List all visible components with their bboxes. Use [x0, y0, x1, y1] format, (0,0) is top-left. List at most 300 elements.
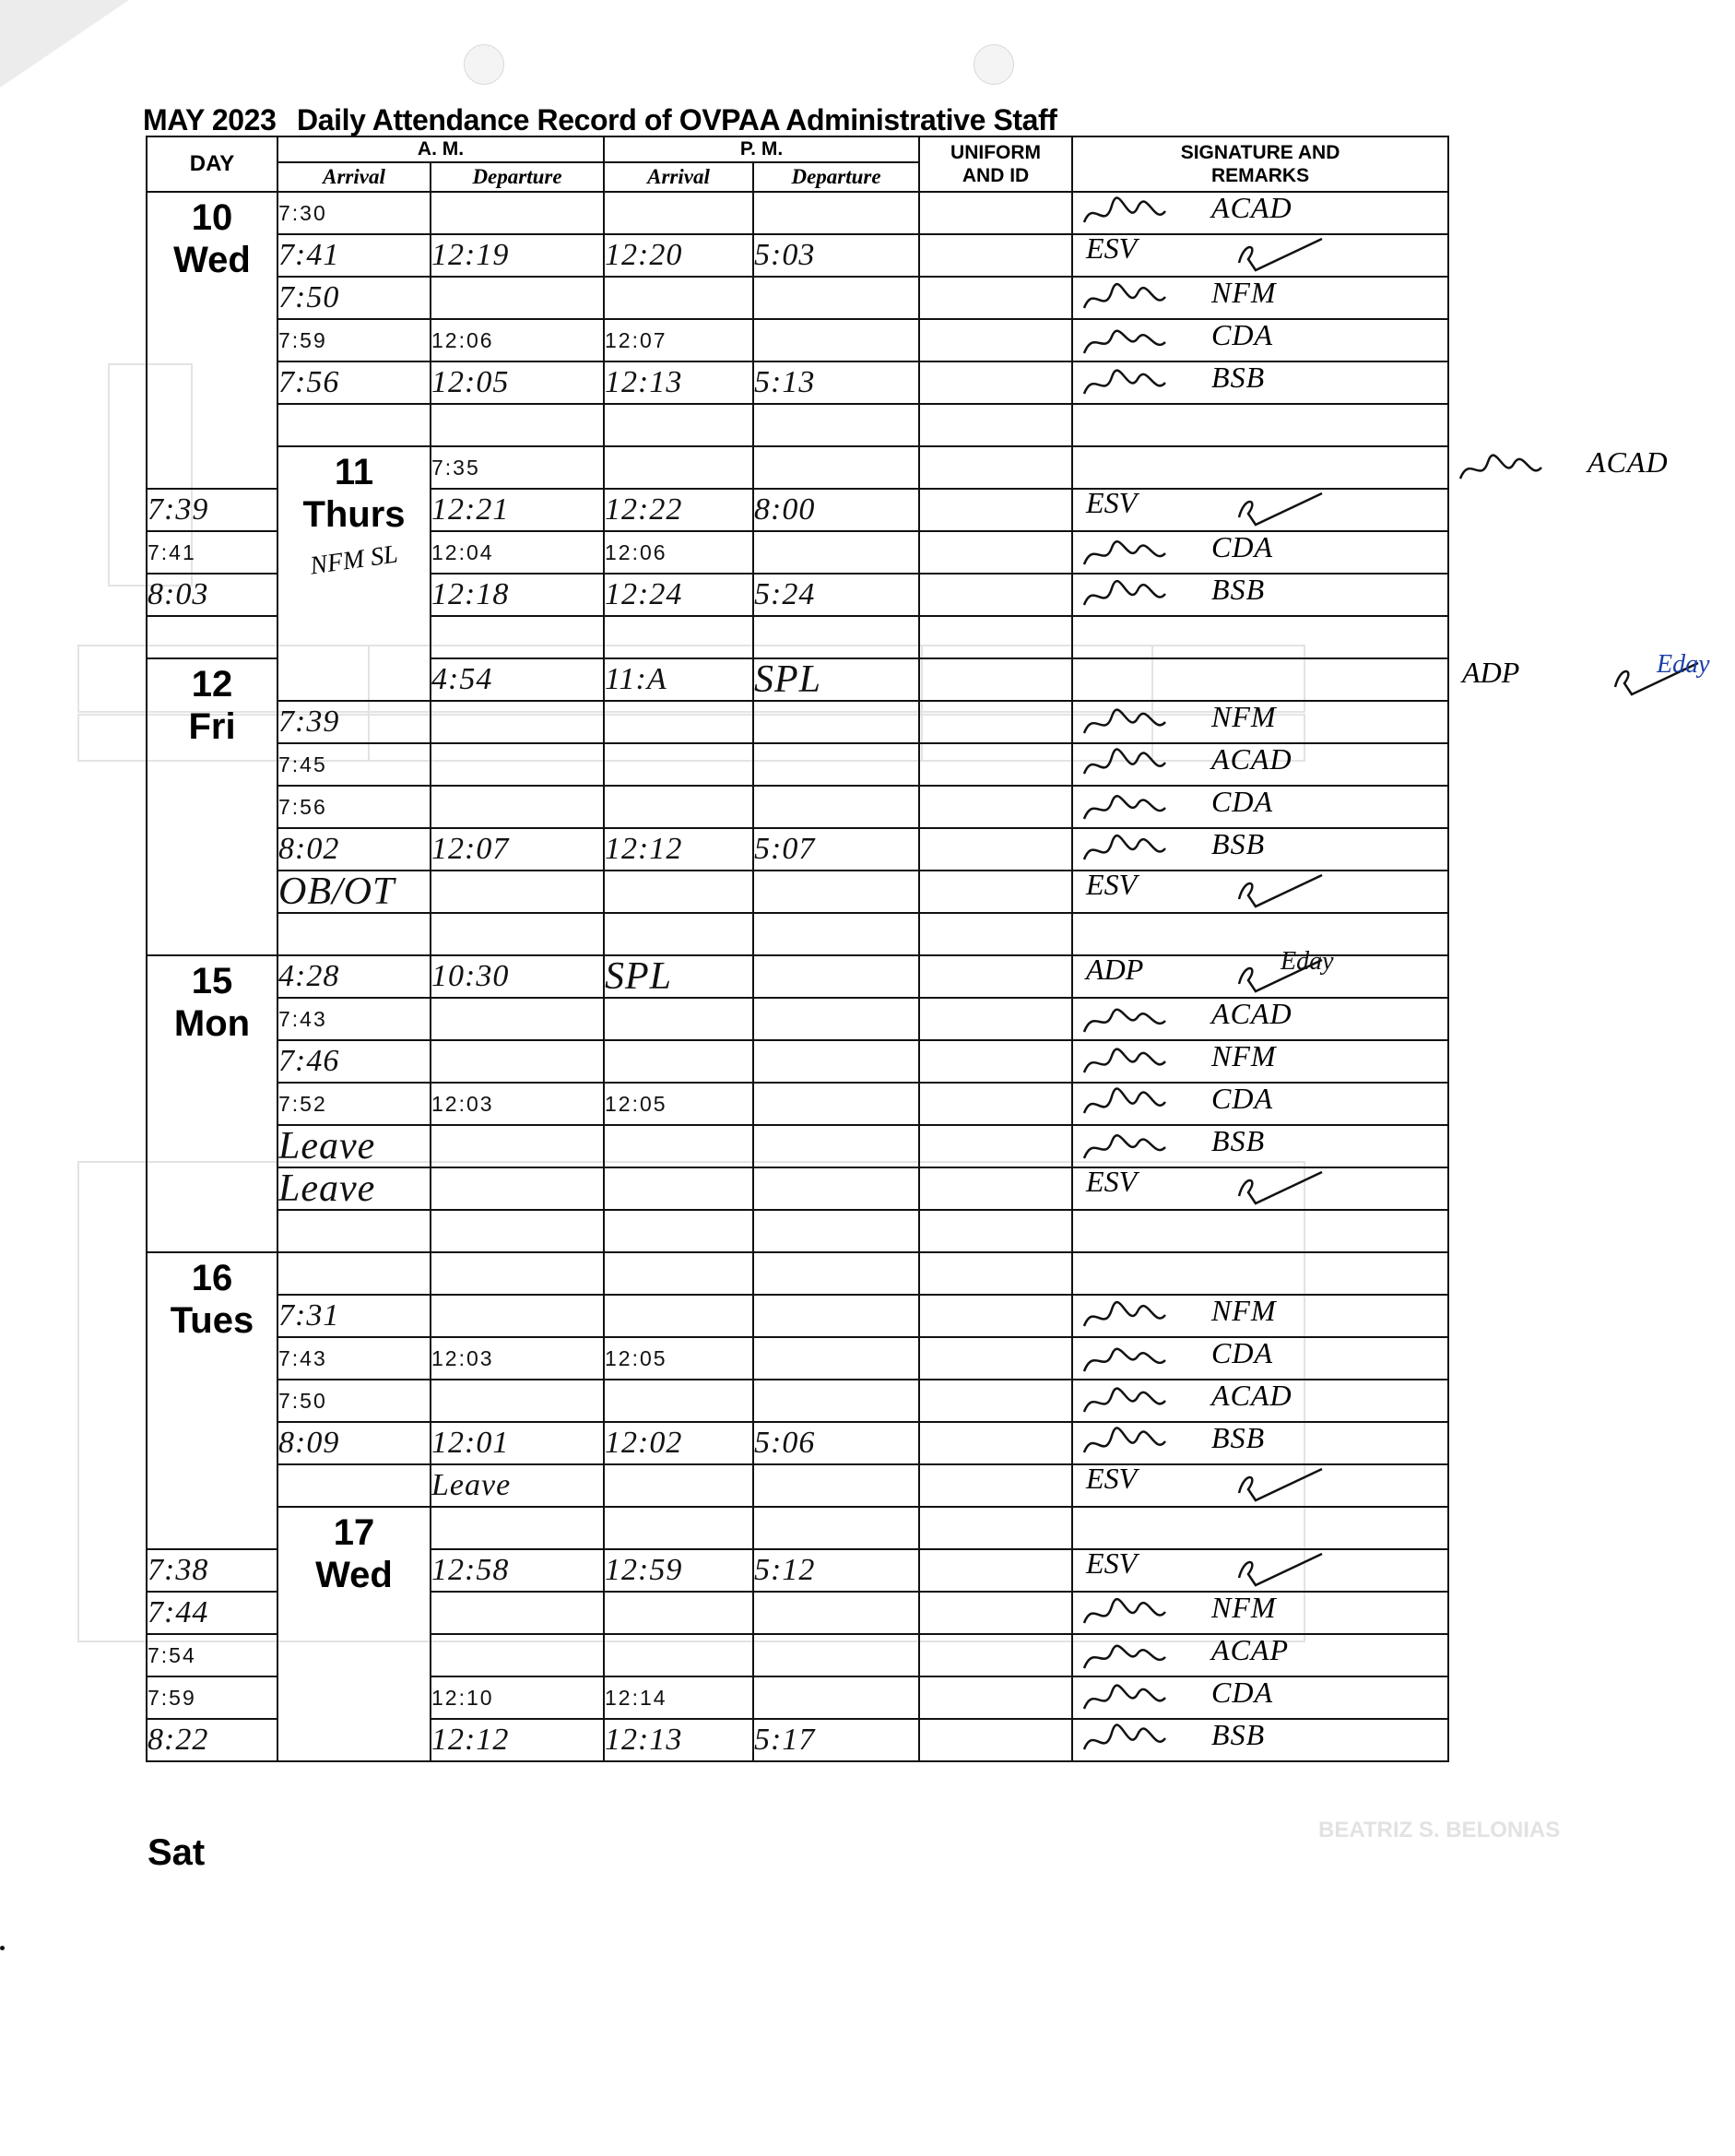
- signature-cell: [1072, 998, 1448, 1040]
- uniform-id-cell: [919, 1676, 1072, 1719]
- signature-entry: [1073, 278, 1447, 318]
- office-code: NFM: [1211, 1591, 1277, 1624]
- uniform-id-cell: [1072, 446, 1448, 489]
- pm-arrival-cell: [604, 1422, 753, 1464]
- empty-cell: [604, 404, 753, 446]
- am-departure-cell: [431, 1167, 604, 1210]
- signature-entry: [1073, 362, 1447, 403]
- am-arrival-time: 7:50: [278, 1389, 327, 1413]
- am-departure-cell: [431, 319, 604, 361]
- handwritten-signature: [1211, 235, 1359, 276]
- pm-departure-cell: [919, 658, 1072, 701]
- am-arrival-time: 8:02: [278, 832, 340, 866]
- pm-departure-cell: [753, 319, 919, 361]
- signature-cell: [1072, 1719, 1448, 1761]
- am-arrival-cell: [277, 1083, 431, 1125]
- office-code: NFM: [1211, 1039, 1277, 1072]
- am-departure-cell: [431, 1634, 604, 1676]
- handwritten-signature: [1080, 1425, 1210, 1465]
- signature-cell: [1072, 1167, 1448, 1210]
- uniform-id-cell: [919, 531, 1072, 574]
- am-arrival-cell: [277, 1167, 431, 1210]
- pm-departure-cell: [753, 192, 919, 234]
- attendance-row: [147, 1337, 1448, 1380]
- pm-arrival-time: 12:59: [605, 1553, 683, 1587]
- pm-departure-cell: [753, 1676, 919, 1719]
- handwritten-signature: [1080, 831, 1210, 871]
- signature-cell: [1072, 1040, 1448, 1083]
- am-arrival-time: 8:03: [148, 577, 209, 611]
- office-code: CDA: [1211, 1676, 1274, 1709]
- uniform-id-cell: [919, 1464, 1072, 1507]
- staff-initials: ESV: [1086, 1546, 1138, 1580]
- pm-departure-cell: [753, 531, 919, 574]
- handwritten-signature: [1211, 871, 1359, 912]
- folded-corner: [0, 0, 129, 88]
- pm-arrival-cell: [604, 319, 753, 361]
- uniform-id-cell: [919, 1719, 1072, 1761]
- am-departure-time: 12:19: [431, 238, 510, 272]
- am-arrival-cell: [147, 1634, 277, 1676]
- am-departure-cell: [431, 1719, 604, 1761]
- header-am-departure: Departure: [431, 162, 604, 192]
- signature-entry: [1073, 1462, 1447, 1506]
- am-departure-cell: [431, 701, 604, 743]
- pm-arrival-cell: [604, 955, 753, 998]
- pm-arrival-cell: [604, 1592, 753, 1634]
- am-departure-cell: [431, 234, 604, 277]
- header-signature-line1: SIGNATURE AND: [1180, 142, 1340, 163]
- signature-entry: [1073, 1593, 1447, 1633]
- staff-initials: ESV: [1086, 1165, 1138, 1198]
- empty-cell: [919, 404, 1072, 446]
- am-arrival-time: 7:38: [148, 1553, 209, 1587]
- am-arrival-cell: [277, 828, 431, 871]
- pm-departure-cell: [753, 1295, 919, 1337]
- pm-departure-cell: [919, 446, 1072, 489]
- empty-cell: [431, 404, 604, 446]
- empty-cell: [431, 1252, 604, 1295]
- remark-annotation: Eday: [1281, 947, 1334, 976]
- am-arrival-cell: [147, 1549, 277, 1592]
- staff-initials: ESV: [1086, 486, 1138, 519]
- office-code: ACAD: [1211, 997, 1292, 1030]
- am-arrival-cell: [147, 1592, 277, 1634]
- pm-departure-time: 5:17: [754, 1723, 816, 1757]
- am-departure-cell: [431, 1040, 604, 1083]
- signature-cell: [1072, 192, 1448, 234]
- am-arrival-cell: [147, 1676, 277, 1719]
- handwritten-signature: [1080, 746, 1210, 787]
- attendance-row: [147, 701, 1448, 743]
- handwritten-signature: [1080, 576, 1210, 617]
- pm-departure-cell: [753, 1380, 919, 1422]
- header-pm-arrival: Arrival: [604, 162, 753, 192]
- signature-cell: [1072, 1337, 1448, 1380]
- pm-arrival-cell: [604, 1295, 753, 1337]
- am-arrival-cell: [147, 489, 277, 531]
- pm-arrival-cell: [753, 446, 919, 489]
- handwritten-signature: [1457, 449, 1586, 490]
- uniform-id-cell: [919, 1167, 1072, 1210]
- uniform-id-cell: [1072, 658, 1448, 701]
- pm-departure-cell: [753, 1167, 919, 1210]
- uniform-id-cell: [919, 234, 1072, 277]
- title-text: Daily Attendance Record of OVPAA Administrative Staff: [296, 103, 1057, 136]
- am-departure-time: 12:07: [431, 832, 510, 866]
- signature-entry: [1073, 1546, 1447, 1591]
- am-arrival-time: 7:39: [148, 492, 209, 527]
- day-name: Mon: [173, 1003, 251, 1044]
- signature-cell: [1072, 1125, 1448, 1167]
- am-arrival-cell: [277, 1422, 431, 1464]
- am-arrival-cell: [277, 1125, 431, 1167]
- signature-cell: [1072, 868, 1448, 913]
- am-departure-time: 12:10: [431, 1686, 494, 1710]
- empty-cell: [604, 1507, 753, 1549]
- empty-cell: [919, 1210, 1072, 1252]
- empty-cell: [604, 913, 753, 955]
- pm-arrival-cell: [604, 786, 753, 828]
- attendance-row: [147, 1380, 1448, 1422]
- signature-entry: [1073, 787, 1447, 827]
- empty-cell: [753, 1210, 919, 1252]
- uniform-id-cell: [919, 1422, 1072, 1464]
- signature-entry: [1073, 999, 1447, 1039]
- am-departure-time: 11:A: [605, 662, 667, 696]
- handwritten-signature: [1080, 1340, 1210, 1380]
- pm-arrival-cell: [604, 871, 753, 913]
- office-code: NFM: [1211, 700, 1277, 733]
- am-arrival-cell: [147, 531, 277, 574]
- office-code: NFM: [1211, 276, 1277, 309]
- am-departure-time: 12:21: [431, 492, 510, 527]
- signature-cell: [1072, 361, 1448, 404]
- attendance-row: [147, 192, 1448, 234]
- handwritten-signature: [1080, 1043, 1210, 1084]
- uniform-id-cell: [919, 701, 1072, 743]
- header-uniform-line2: AND ID: [962, 165, 1030, 186]
- pm-arrival-cell: [604, 701, 753, 743]
- am-departure-cell: [431, 1337, 604, 1380]
- signature-entry: [1073, 1423, 1447, 1463]
- attendance-row: [147, 1295, 1448, 1337]
- pm-arrival-cell: [604, 1125, 753, 1167]
- signature-entry: [1073, 1720, 1447, 1760]
- pm-arrival-time: SPL: [754, 658, 822, 701]
- pm-arrival-cell: [604, 1337, 753, 1380]
- am-arrival-cell: [431, 446, 604, 489]
- pm-departure-cell: [753, 277, 919, 319]
- empty-cell: [753, 913, 919, 955]
- am-departure-cell: [431, 828, 604, 871]
- office-code: BSB: [1211, 827, 1266, 860]
- signature-entry: [1073, 1084, 1447, 1124]
- am-departure-time: 12:18: [431, 577, 510, 611]
- day-number: 12: [191, 664, 233, 705]
- pm-departure-cell: [753, 828, 919, 871]
- am-arrival-cell: [147, 1719, 277, 1761]
- pm-arrival-time: 12:14: [605, 1686, 667, 1710]
- signature-entry: [1073, 947, 1447, 997]
- handwritten-signature: [1080, 279, 1210, 320]
- pm-arrival-time: 12:02: [605, 1426, 683, 1460]
- uniform-id-cell: [919, 998, 1072, 1040]
- signature-entry: [1073, 1380, 1447, 1421]
- uniform-id-cell: [919, 1380, 1072, 1422]
- attendance-row: [147, 913, 1448, 955]
- pm-departure-cell: [753, 1719, 919, 1761]
- am-arrival-cell: [277, 319, 431, 361]
- office-code: BSB: [1211, 1718, 1266, 1751]
- page-title: [143, 103, 1231, 137]
- handwritten-signature: [1080, 322, 1210, 362]
- pm-departure-cell: [753, 574, 919, 616]
- pm-departure-cell: [753, 998, 919, 1040]
- am-departure-cell: [431, 1549, 604, 1592]
- am-arrival-time: 7:45: [278, 752, 327, 776]
- uniform-id-cell: [919, 1549, 1072, 1592]
- signature-cell: [1072, 1546, 1448, 1592]
- am-departure-cell: [431, 955, 604, 998]
- day-cell: [277, 446, 431, 701]
- handwritten-signature: [1080, 1382, 1210, 1423]
- pm-departure-cell: [753, 361, 919, 404]
- signature-entry: [1073, 829, 1447, 870]
- pm-arrival-cell: [604, 1040, 753, 1083]
- uniform-id-cell: [919, 828, 1072, 871]
- am-arrival-time: 7:52: [278, 1092, 327, 1116]
- pm-departure-cell: [753, 1634, 919, 1676]
- am-arrival-cell: [277, 955, 431, 998]
- attendance-body: [147, 191, 1710, 1761]
- day-number: 10: [191, 197, 233, 238]
- am-departure-cell: [604, 658, 753, 701]
- signature-entry: [1073, 231, 1447, 276]
- pm-departure-time: 5:07: [754, 832, 816, 866]
- am-arrival-time: Leave: [278, 1167, 376, 1210]
- pm-arrival-cell: [604, 531, 753, 574]
- handwritten-signature: [1080, 195, 1210, 235]
- office-code: ACAD: [1587, 445, 1669, 479]
- empty-cell: [431, 1507, 604, 1549]
- pm-arrival-time: 12:24: [605, 577, 683, 611]
- am-departure-cell: [431, 1380, 604, 1422]
- day-cell: [147, 955, 277, 1252]
- attendance-row: [147, 1507, 1448, 1549]
- empty-cell: [431, 616, 604, 658]
- attendance-table: [146, 136, 1710, 1762]
- pm-arrival-time: 12:22: [605, 492, 683, 527]
- am-departure-cell: [431, 1083, 604, 1125]
- pm-arrival-cell: [604, 828, 753, 871]
- attendance-row: [147, 1040, 1448, 1083]
- pm-arrival-cell: [604, 234, 753, 277]
- am-arrival-time: 7:56: [278, 365, 340, 399]
- handwritten-signature: [1080, 1128, 1210, 1168]
- am-arrival-time: 7:30: [278, 201, 327, 225]
- office-code: CDA: [1211, 785, 1274, 818]
- signature-entry: [1073, 1677, 1447, 1718]
- signature-cell: [1072, 486, 1448, 531]
- signature-entry: [1073, 532, 1447, 573]
- pm-arrival-cell: [604, 277, 753, 319]
- am-departure-time: 12:01: [431, 1426, 510, 1460]
- signature-entry: [1073, 486, 1447, 530]
- signature-cell: [1072, 1380, 1448, 1422]
- empty-cell: [753, 1252, 919, 1295]
- signature-cell: [1072, 531, 1448, 574]
- am-arrival-time: 7:56: [278, 795, 327, 819]
- office-code: BSB: [1211, 573, 1266, 606]
- am-arrival-cell: [147, 574, 277, 616]
- pm-arrival-cell: [604, 998, 753, 1040]
- handwritten-signature: [1080, 1722, 1210, 1762]
- empty-cell: [919, 913, 1072, 955]
- pm-departure-cell: [753, 1549, 919, 1592]
- uniform-id-cell: [919, 277, 1072, 319]
- staff-initials: ESV: [1086, 868, 1138, 901]
- signature-entry: [1073, 575, 1447, 615]
- am-arrival-cell: [277, 192, 431, 234]
- pm-departure-cell: [753, 743, 919, 786]
- attendance-row: [147, 786, 1448, 828]
- signature-entry: [1073, 320, 1447, 361]
- attendance-row: [147, 871, 1448, 913]
- handwritten-signature: [1080, 364, 1210, 405]
- staff-initials: ADP: [1462, 656, 1520, 689]
- empty-cell: [919, 1507, 1072, 1549]
- am-arrival-time: 7:59: [148, 1686, 196, 1710]
- am-arrival-cell: [277, 361, 431, 404]
- pm-departure-cell: [753, 1083, 919, 1125]
- pm-departure-time: 5:06: [754, 1426, 816, 1460]
- attendance-row: [147, 955, 1448, 998]
- pm-departure-cell: [753, 234, 919, 277]
- pm-arrival-time: 12:12: [605, 832, 683, 866]
- handwritten-signature: [1211, 1168, 1359, 1209]
- attendance-row: [147, 361, 1448, 404]
- pm-departure-time: 5:03: [754, 238, 816, 272]
- pm-arrival-time: SPL: [605, 955, 673, 998]
- am-arrival-time: 7:43: [278, 1346, 327, 1370]
- am-departure-time: 12:03: [431, 1092, 494, 1116]
- handwritten-signature: [1211, 1465, 1359, 1506]
- office-code: CDA: [1211, 1082, 1274, 1115]
- signature-cell: [1072, 1464, 1448, 1507]
- signature-cell: [1072, 231, 1448, 277]
- pm-arrival-cell: [604, 1380, 753, 1422]
- punch-hole-right: [974, 44, 1014, 85]
- am-departure-cell: [431, 192, 604, 234]
- handwritten-signature: [1080, 1679, 1210, 1720]
- pm-arrival-time: 12:20: [605, 238, 683, 272]
- signature-entry: [1073, 868, 1447, 912]
- am-departure-cell: [604, 446, 753, 489]
- pm-departure-time: 8:00: [754, 492, 816, 527]
- pm-departure-cell: [753, 871, 919, 913]
- am-arrival-cell: [277, 234, 431, 277]
- attendance-row: [147, 743, 1448, 786]
- uniform-id-cell: [919, 192, 1072, 234]
- pm-departure-cell: [753, 1040, 919, 1083]
- signature-entry: [1073, 193, 1447, 233]
- day-cell: [147, 658, 277, 955]
- signature-cell: [1072, 947, 1448, 998]
- pm-arrival-cell: [604, 574, 753, 616]
- office-code: CDA: [1211, 530, 1274, 563]
- staff-initials: ESV: [1086, 231, 1138, 265]
- am-arrival-time: 7:43: [278, 1007, 327, 1031]
- attendance-row: [147, 1125, 1448, 1167]
- attendance-row: [147, 828, 1448, 871]
- attendance-row: [147, 1464, 1448, 1507]
- am-arrival-cell: [277, 998, 431, 1040]
- signature-cell: [1072, 319, 1448, 361]
- pm-arrival-cell: [604, 489, 753, 531]
- pm-arrival-cell: [604, 1676, 753, 1719]
- empty-cell: [753, 1507, 919, 1549]
- header-uniform-line1: UNIFORM: [950, 142, 1042, 163]
- empty-cell: [604, 616, 753, 658]
- uniform-id-cell: [919, 743, 1072, 786]
- signature-cell: [1072, 574, 1448, 616]
- pm-departure-time: 5:24: [754, 577, 816, 611]
- pm-arrival-cell: [753, 658, 919, 701]
- am-departure-cell: [431, 277, 604, 319]
- empty-cell: [277, 404, 431, 446]
- am-arrival-cell: [277, 786, 431, 828]
- am-arrival-cell: [277, 1337, 431, 1380]
- margin-mark: [0, 1946, 5, 1950]
- signature-cell: [1072, 701, 1448, 743]
- office-code: ACAD: [1211, 1379, 1292, 1412]
- handwritten-signature: [1080, 1637, 1210, 1677]
- handwritten-signature: [1080, 1001, 1210, 1041]
- pm-departure-cell: [753, 1125, 919, 1167]
- handwritten-signature: [1080, 1594, 1210, 1635]
- pm-departure-cell: [753, 1422, 919, 1464]
- am-departure-time: 12:12: [431, 1723, 510, 1757]
- uniform-id-cell: [919, 786, 1072, 828]
- handwritten-signature: [1211, 1550, 1359, 1591]
- uniform-id-cell: [919, 574, 1072, 616]
- handwritten-signature: [1080, 534, 1210, 575]
- empty-cell: [604, 1252, 753, 1295]
- am-arrival-time: 7:50: [278, 280, 340, 314]
- pm-arrival-cell: [604, 1167, 753, 1210]
- am-arrival-time: 7:39: [278, 705, 340, 739]
- pm-arrival-time: 12:13: [605, 1723, 683, 1757]
- day-name: Wed: [315, 1555, 393, 1595]
- am-arrival-time: 7:54: [148, 1643, 196, 1667]
- office-code: CDA: [1211, 1336, 1274, 1369]
- uniform-id-cell: [919, 1040, 1072, 1083]
- signature-cell: [1072, 1634, 1448, 1676]
- am-arrival-time: 8:22: [148, 1723, 209, 1757]
- signature-cell: [1072, 828, 1448, 871]
- office-code: BSB: [1211, 1421, 1266, 1454]
- pm-arrival-cell: [604, 361, 753, 404]
- empty-cell: [431, 913, 604, 955]
- attendance-row: [147, 1167, 1448, 1210]
- empty-cell: [431, 1210, 604, 1252]
- header-pm-departure: Departure: [753, 162, 919, 192]
- am-arrival-time: 7:44: [148, 1595, 209, 1629]
- header-pm: P. M.: [604, 136, 919, 162]
- signature-cell: [1072, 1676, 1448, 1719]
- am-arrival-time: 7:35: [431, 456, 480, 480]
